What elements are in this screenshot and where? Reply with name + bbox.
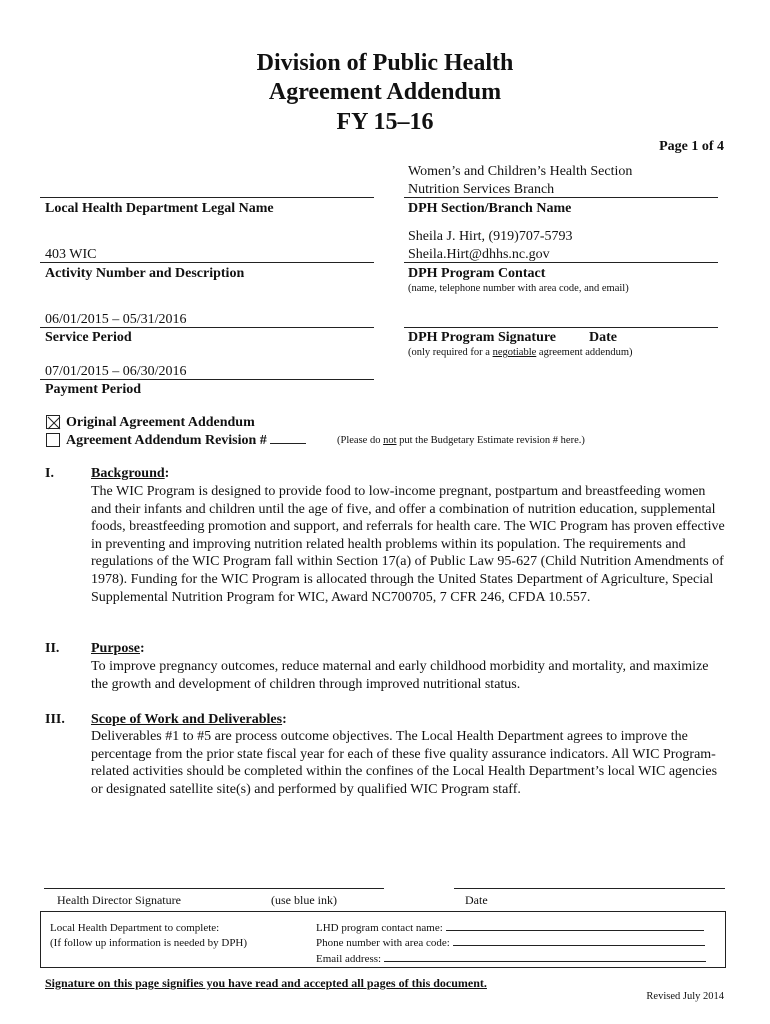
section-heading-purpose bbox=[91, 640, 145, 657]
original-addendum-label: Original Agreement Addendum bbox=[66, 415, 255, 430]
contact-value-line2: Sheila.Hirt@dhhs.nc.gov bbox=[408, 247, 550, 262]
contact-name-field[interactable] bbox=[446, 930, 704, 931]
section-heading-text: Scope of Work and Deliverables bbox=[91, 712, 283, 727]
contact-line bbox=[404, 262, 718, 263]
program-signature-date-label: Date bbox=[589, 330, 617, 345]
revised-date: Revised July 2014 bbox=[646, 991, 724, 1002]
phone-label: Phone number with area code: bbox=[316, 937, 450, 949]
section-branch-value-line2: Nutrition Services Branch bbox=[408, 182, 555, 197]
signature-note-pre: (only required for a bbox=[408, 347, 493, 358]
document-title-line3: FY 15–16 bbox=[336, 109, 434, 135]
service-period-line bbox=[40, 327, 374, 328]
program-signature-line[interactable] bbox=[404, 327, 718, 328]
section-heading-suffix: : bbox=[140, 641, 145, 656]
section-branch-value-line1: Women’s and Children’s Health Section bbox=[408, 164, 633, 179]
phone-row bbox=[316, 936, 716, 950]
contact-value-line1: Sheila J. Hirt, (919)707-5793 bbox=[408, 229, 573, 244]
activity-line bbox=[40, 262, 374, 263]
contact-name-label: LHD program contact name: bbox=[316, 922, 443, 934]
original-addendum-checkbox[interactable] bbox=[46, 415, 60, 429]
lhd-legal-name-label: Local Health Department Legal Name bbox=[45, 201, 274, 216]
activity-label: Activity Number and Description bbox=[45, 266, 245, 281]
section-heading-background bbox=[91, 465, 169, 482]
email-field[interactable] bbox=[384, 961, 706, 962]
section-numeral-scope: III. bbox=[45, 712, 65, 727]
document-title-line1: Division of Public Health bbox=[256, 50, 514, 76]
revision-note-post: put the Budgetary Estimate revision # here.) bbox=[396, 435, 585, 446]
service-period-value: 06/01/2015 – 05/31/2016 bbox=[45, 312, 187, 327]
email-row bbox=[316, 952, 716, 966]
section-heading-text: Purpose bbox=[91, 641, 140, 656]
section-heading-suffix: : bbox=[164, 466, 170, 481]
phone-field[interactable] bbox=[453, 945, 705, 946]
email-label: Email address: bbox=[316, 953, 382, 965]
lhd-complete-line1: Local Health Department to complete: bbox=[50, 922, 220, 934]
revision-number-field[interactable] bbox=[270, 443, 306, 444]
program-signature-note bbox=[408, 346, 633, 359]
section-branch-line bbox=[404, 197, 718, 198]
section-body-scope: Deliverables #1 to #5 are process outcome objectives. The Local Health Department agrees to improve the percentage from the prior state fiscal year for each of these five quality assurance indicators. All WIC Program-related activities should be completed within the confines of the Local Health Department’s local WIC agencies or designated satellite site(s) and performed by qualified WIC Program staff. bbox=[91, 729, 718, 797]
revision-note-underlined: not bbox=[383, 435, 397, 446]
acceptance-statement: Signature on this page signifies you have read and accepted all pages of this document. bbox=[45, 976, 487, 990]
program-signature-label: DPH Program Signature bbox=[408, 330, 557, 345]
page-indicator: Page 1 of 4 bbox=[659, 139, 724, 154]
blue-ink-label: (use blue ink) bbox=[271, 893, 337, 907]
checkmark-x-icon bbox=[47, 416, 61, 430]
section-heading-text: Background bbox=[91, 466, 165, 481]
section-body-purpose: To improve pregnancy outcomes, reduce maternal and early childhood morbidity and mortality, and maximize the growth and development of children through improved nutritional status. bbox=[91, 659, 709, 692]
payment-period-value: 07/01/2015 – 06/30/2016 bbox=[45, 364, 187, 379]
director-date-label: Date bbox=[465, 893, 488, 907]
revision-addendum-checkbox[interactable] bbox=[46, 433, 60, 447]
lhd-complete-line2: (If follow up information is needed by DPH) bbox=[50, 937, 248, 949]
revision-note bbox=[337, 434, 585, 447]
section-heading-scope bbox=[91, 711, 287, 728]
director-signature-label: Health Director Signature bbox=[57, 893, 181, 907]
section-heading-suffix: : bbox=[282, 712, 287, 727]
contact-label: DPH Program Contact bbox=[408, 266, 546, 281]
section-numeral-purpose: II. bbox=[45, 641, 60, 656]
contact-name-row bbox=[316, 921, 716, 935]
section-numeral-background: I. bbox=[45, 466, 54, 481]
activity-value: 403 WIC bbox=[45, 247, 97, 262]
director-signature-line[interactable] bbox=[44, 888, 384, 889]
payment-period-label: Payment Period bbox=[45, 382, 142, 397]
signature-note-underlined: negotiable bbox=[492, 347, 537, 358]
revision-note-pre: (Please do bbox=[337, 435, 384, 446]
service-period-label: Service Period bbox=[45, 330, 132, 345]
revision-addendum-label bbox=[66, 432, 306, 449]
section-branch-label: DPH Section/Branch Name bbox=[408, 201, 572, 216]
document-title-line2: Agreement Addendum bbox=[268, 79, 502, 105]
lhd-legal-name-line bbox=[40, 197, 374, 198]
director-date-line[interactable] bbox=[454, 888, 725, 889]
signature-note-post: agreement addendum) bbox=[536, 347, 633, 358]
payment-period-line bbox=[40, 379, 374, 380]
section-body-background: The WIC Program is designed to provide food to low-income pregnant, postpartum and breastfeeding women and their infants and children until the age of five, and offer a combination of nutrition education, supplemental foods, breastfeeding promotion and support, and referrals for health care. The WIC Program has proven effective in preventing and improving nutrition related health problems within its population. The requirements and regulations of the WIC Program fall within Section 17(a) of Public Law 95-627 (Child Nutrition Amendments of 1978). Funding for the WIC Program is allocated through the United States Department of Agriculture, Special Supplemental Nutrition Program for WIC, Award NC700705, 7 CFR 246, CFDA 10.557. bbox=[91, 484, 725, 605]
revision-label-text: Agreement Addendum Revision # bbox=[66, 433, 267, 448]
contact-note: (name, telephone number with area code, and email) bbox=[408, 283, 629, 294]
